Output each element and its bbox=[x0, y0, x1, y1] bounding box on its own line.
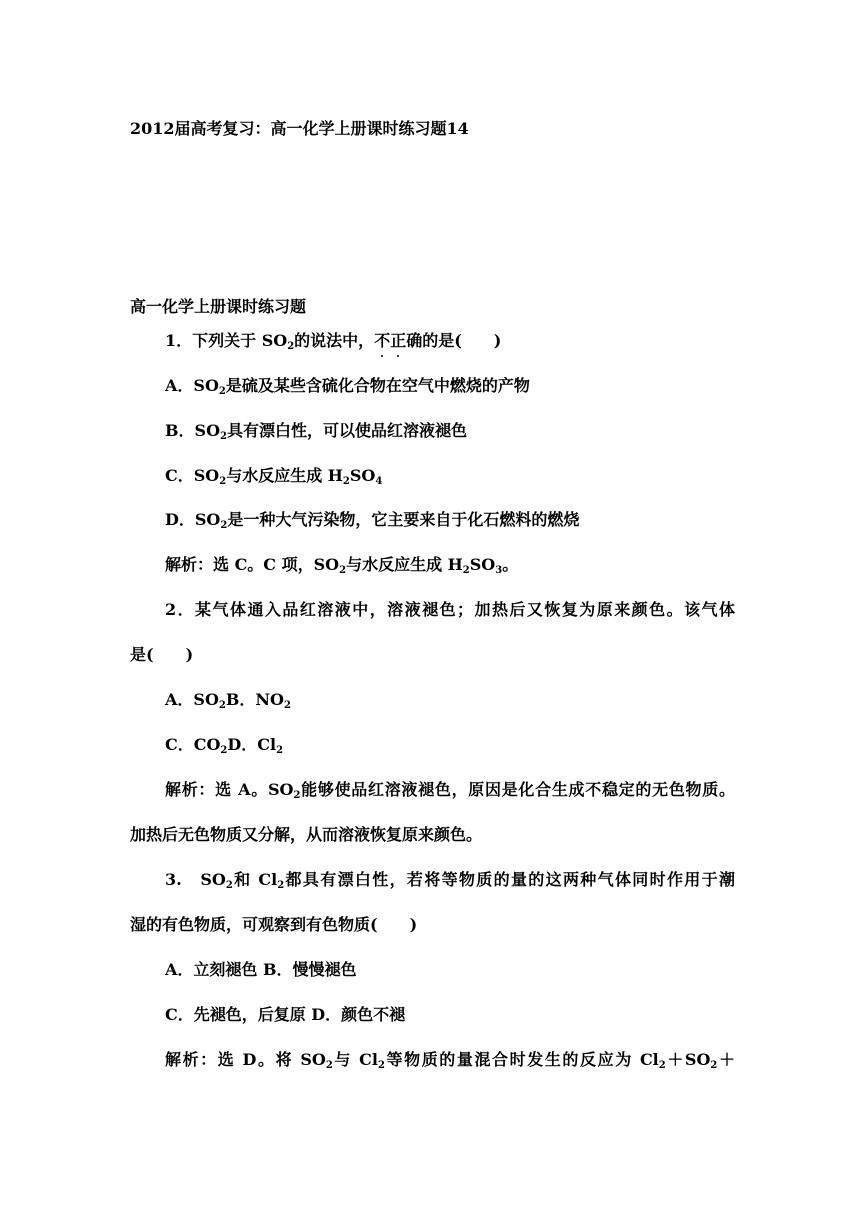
question-2-stem-line-1: 2．某气体通入品红溶液中，溶液褪色；加热后又恢复为原来颜色。该气体 bbox=[165, 600, 735, 619]
emphasis-dot-char: 不 bbox=[374, 331, 391, 350]
question-1-option-a: A．$SO_2$是硫及某些含硫化合物在空气中燃烧的产物 bbox=[165, 376, 530, 397]
question-1-option-c: C．$SO_2$与水反应生成 $H_2SO_4$ bbox=[165, 466, 383, 487]
question-1-option-b: B．$SO_2$具有漂白性，可以使品红溶液褪色 bbox=[165, 421, 468, 442]
question-3-options-cd: C．先褪色，后复原 D．颜色不褪 bbox=[165, 1005, 406, 1024]
emphasis-dot-char: 正 bbox=[390, 331, 407, 350]
question-2-stem-line-2: 是( ) bbox=[130, 645, 194, 664]
question-1-option-d: D．$SO_2$是一种大气污染物，它主要来自于化石燃料的燃烧 bbox=[165, 510, 580, 531]
question-1-answer: 解析：选 C。C 项，$SO_2$与水反应生成 $H_2SO_3$。 bbox=[165, 555, 519, 576]
question-2-answer-line-1: 解析：选 A。$SO_2$能够使品红溶液褪色，原因是化合生成不稳定的无色物质。 bbox=[165, 780, 735, 801]
document-title: 2012届高考复习：高一化学上册课时练习题14 bbox=[130, 119, 469, 138]
question-2-answer-line-2: 加热后无色物质又分解，从而溶液恢复原来颜色。 bbox=[130, 825, 483, 844]
section-title: 高一化学上册课时练习题 bbox=[130, 297, 307, 316]
question-2-options-cd: C．$CO_2D$．$Cl_2$ bbox=[165, 735, 284, 756]
question-3-options-ab: A．立刻褪色 B．慢慢褪色 bbox=[165, 960, 357, 979]
question-3-stem-line-1: 3. $SO_2$和 $Cl_2$都具有漂白性，若将等物质的量的这两种气体同时作用于潮 bbox=[165, 870, 735, 891]
question-2-options-ab: A．$SO_2B$．$NO_2$ bbox=[165, 690, 291, 711]
question-3-answer-line-1: 解析：选 D。将 $SO_2$与 $Cl_2$等物质的量混合时发生的反应为 $Cl_2+SO_2+$ bbox=[165, 1050, 735, 1071]
question-3-stem-line-2: 湿的有色物质，可观察到有色物质( ) bbox=[130, 915, 418, 934]
question-1-stem: 1．下列关于 $SO_2$的说法中，不正确的是( ) bbox=[165, 331, 502, 352]
